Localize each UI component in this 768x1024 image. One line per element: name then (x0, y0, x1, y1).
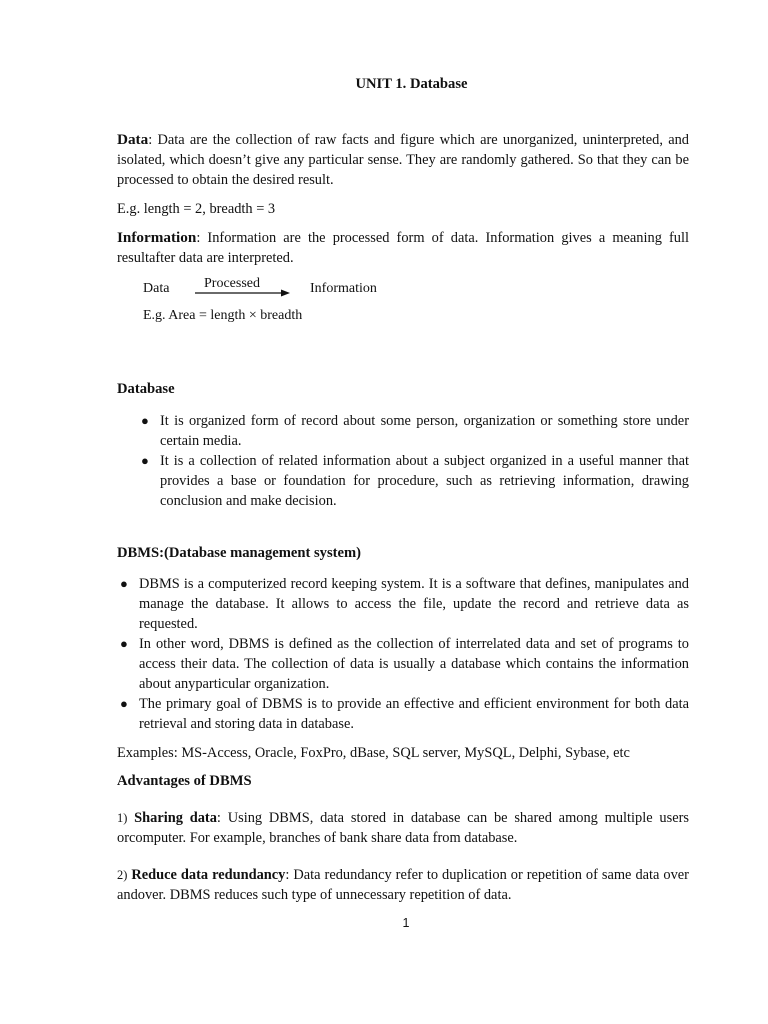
data-example: E.g. length = 2, breadth = 3 (117, 201, 276, 217)
data-definition (117, 130, 689, 190)
advantage-text: : Data redundancy refer to duplication or repetition of same data over andover. DBMS reduces such type of unnecessary repetition of data. (117, 867, 689, 903)
list-item (141, 411, 689, 451)
bullet-icon: ● (141, 413, 149, 428)
bullet-icon: ● (141, 453, 149, 468)
advantages-heading: Advantages of DBMS (117, 773, 252, 789)
list-item-text: DBMS is a computerized record keeping system. It is a software that defines, manipulates and manage the database. It allows to access the file, update the record and retrieve data as requested. (139, 576, 689, 632)
diagram-example: E.g. Area = length × breadth (143, 308, 303, 323)
advantage-number: 2) (117, 868, 128, 882)
diagram-source-label: Data (143, 281, 170, 296)
page-title: UNIT 1. Database (355, 76, 468, 92)
bullet-icon: ● (120, 576, 128, 591)
data-processing-diagram (143, 276, 413, 330)
advantage-item (117, 808, 689, 848)
data-term: Data (117, 131, 149, 148)
database-bullet-list (141, 411, 689, 511)
information-term: Information (117, 229, 197, 246)
advantage-number: 1) (117, 811, 128, 825)
dbms-examples: Examples: MS-Access, Oracle, FoxPro, dBase, SQL server, MySQL, Delphi, Sybase, etc (117, 745, 630, 761)
advantage-text: : Using DBMS, data stored in database can be shared among multiple users orcomputer. For example, branches of bank share data from database. (117, 810, 689, 846)
bullet-icon: ● (120, 696, 128, 711)
page-number: 1 (402, 916, 410, 930)
database-heading: Database (117, 381, 175, 397)
dbms-bullet-list (120, 574, 689, 734)
arrow-icon (193, 288, 293, 298)
list-item-text: In other word, DBMS is defined as the collection of interrelated data and set of programs to access their data. The collection of data is usually a database which contains the information about anyparticular organization. (139, 636, 689, 692)
information-definition (117, 228, 689, 268)
diagram-target-label: Information (310, 281, 377, 296)
data-definition-text: : Data are the collection of raw facts and figure which are unorganized, uninterpreted, and isolated, which doesn’t give any particular sense. They are randomly gathered. So that they can be processed to obtain the desired result. (117, 132, 689, 188)
diagram-arrow-label: Processed (204, 276, 260, 291)
list-item-text: The primary goal of DBMS is to provide an effective and efficient environment for both data retrieval and storing data in database. (139, 696, 689, 732)
list-item-text: It is organized form of record about some person, organization or something store under certain media. (160, 413, 689, 449)
list-item-text: It is a collection of related information about a subject organized in a useful manner that provides a base or foundation for procedure, such as retrieving information, drawing conclusion and make decision. (160, 453, 689, 509)
advantage-term: Reduce data redundancy (131, 867, 286, 883)
list-item (120, 634, 689, 694)
advantage-term: Sharing data (134, 810, 217, 826)
list-item (120, 694, 689, 734)
dbms-heading: DBMS:(Database management system) (117, 545, 362, 561)
information-definition-text: : Information are the processed form of data. Information gives a meaning full resultafter data are interpreted. (117, 230, 689, 266)
list-item (141, 451, 689, 511)
advantage-item (117, 865, 689, 905)
bullet-icon: ● (120, 636, 128, 651)
list-item (120, 574, 689, 634)
